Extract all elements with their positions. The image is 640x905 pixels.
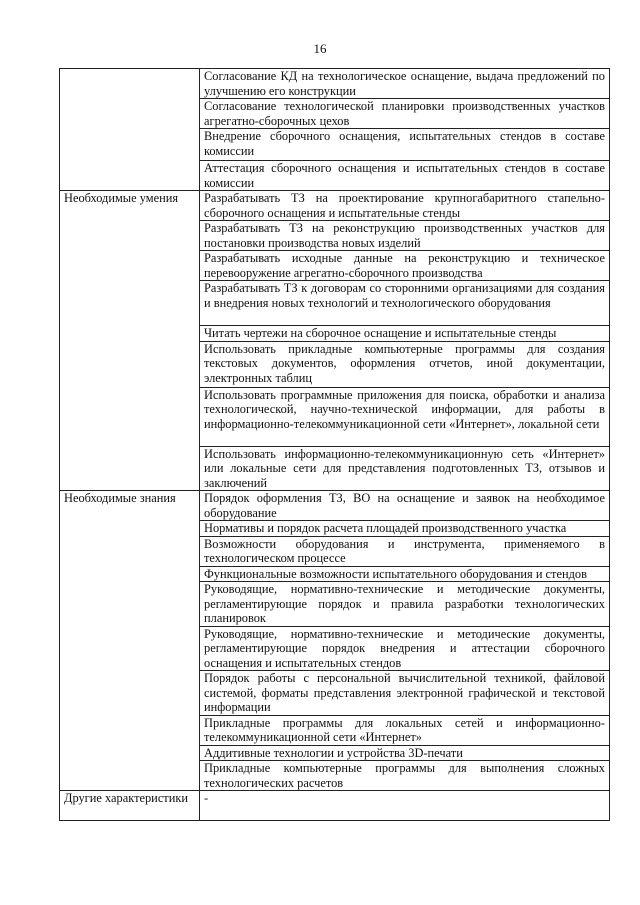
table-cell: Использовать информационно-телекоммуникационную сеть «Интернет» или локальные сети для представления подготовленных ТЗ, отзывов и заключений — [200, 446, 610, 491]
table-cell: Аддитивные технологии и устройства 3D-печати — [200, 745, 610, 761]
row-label-empty — [60, 69, 200, 191]
table-cell: Читать чертежи на сборочное оснащение и испытательные стенды — [200, 326, 610, 342]
table-cell: Нормативы и порядок расчета площадей производственного участка — [200, 521, 610, 537]
row-label-skills: Необходимые умения — [60, 191, 200, 491]
table-row — [60, 191, 610, 221]
row-label-knowledge: Необходимые знания — [60, 491, 200, 791]
table-cell: Функциональные возможности испытательного оборудования и стендов — [200, 566, 610, 582]
table-cell: Руководящие, нормативно-технические и методические документы, регламентирующие порядок внедрения и аттестации сборочного оснащения и испытательных стендов — [200, 626, 610, 671]
table-cell: - — [200, 791, 610, 821]
table-row — [60, 69, 610, 99]
table-cell: Прикладные компьютерные программы для выполнения сложных технологических расчетов — [200, 761, 610, 791]
table-cell: Согласование КД на технологическое оснащение, выдача предложений по улучшению его конструкции — [200, 69, 610, 99]
table-cell: Использовать прикладные компьютерные программы для создания текстовых документов, оформления отчетов, иной документации, электронных таблиц — [200, 341, 610, 387]
table-cell: Согласование технологической планировки производственных участков агрегатно-сборочных цехов — [200, 99, 610, 129]
table-cell: Разрабатывать ТЗ к договорам со сторонними организациями для создания и внедрения новых технологий и технологического оборудования — [200, 281, 610, 326]
table-cell: Порядок оформления ТЗ, ВО на оснащение и заявок на необходимое оборудование — [200, 491, 610, 521]
table-cell: Аттестация сборочного оснащения и испытательных стендов в составе комиссии — [200, 161, 610, 191]
table-cell: Внедрение сборочного оснащения, испытательных стендов в составе комиссии — [200, 129, 610, 161]
table-cell: Разрабатывать ТЗ на реконструкцию производственных участков для постановки производства новых изделий — [200, 221, 610, 251]
table-cell: Порядок работы с персональной вычислительной техникой, файловой системой, форматы представления электронной графической и текстовой информации — [200, 671, 610, 716]
table-row — [60, 491, 610, 521]
table-cell: Использовать программные приложения для поиска, обработки и анализа технологической, научно-технической информации, для работы в информационно-телекоммуникационной сети «Интернет», локальной сети — [200, 387, 610, 446]
table-cell: Руководящие, нормативно-технические и методические документы, регламентирующие порядок и правила разработки технологических планировок — [200, 582, 610, 627]
table-cell: Прикладные программы для локальных сетей и информационно-телекоммуникационной сети «Интернет» — [200, 715, 610, 745]
page-number: 16 — [313, 41, 327, 56]
row-label-other: Другие характеристики — [60, 791, 200, 821]
table-cell: Разрабатывать ТЗ на проектирование крупногабаритного стапельно-сборочного оснащения и испытательные стенды — [200, 191, 610, 221]
table-row — [60, 791, 610, 821]
table-cell: Возможности оборудования и инструмента, применяемого в технологическом процессе — [200, 536, 610, 566]
table-cell: Разрабатывать исходные данные на реконструкцию и техническое перевооружение агрегатно-сборочного производства — [200, 251, 610, 281]
qualification-table — [59, 68, 610, 821]
